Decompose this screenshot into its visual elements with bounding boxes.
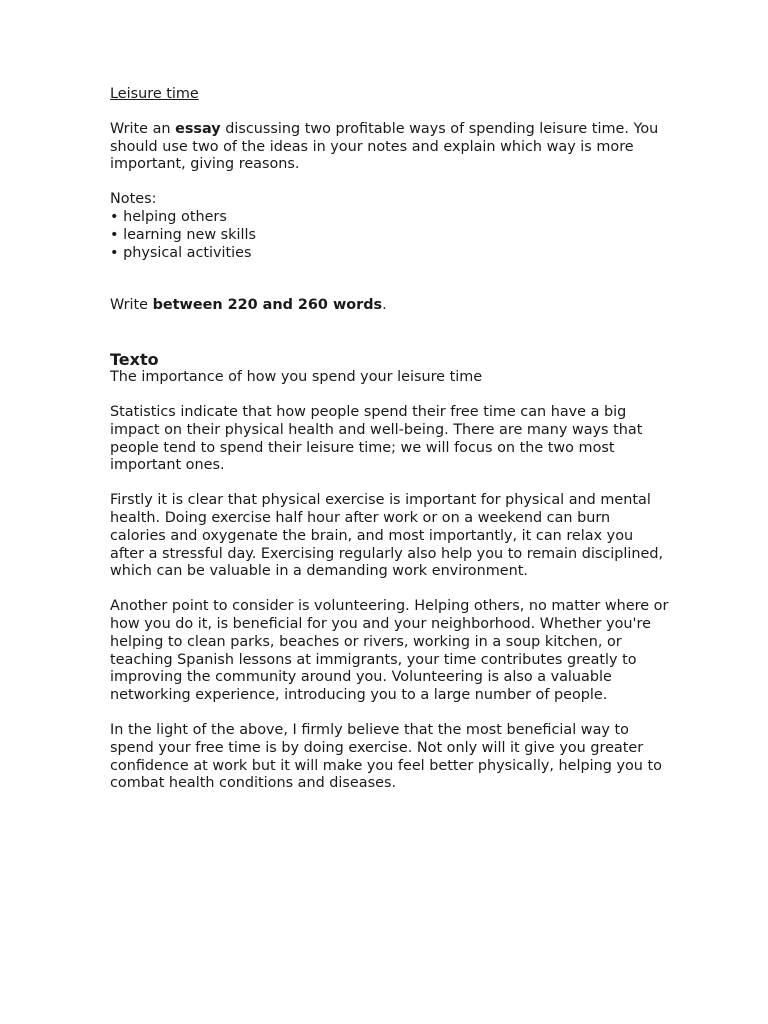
essay-paragraph: Firstly it is clear that physical exercise is important for physical and mental health. Doing exercise half hour after work or on a weekend can burn calories and oxygenate the brain, and most importantly, it can relax you after a stressful day. Exercising regularly also help you to remain disciplined, which can be valuable in a demanding work environment. [110,492,664,580]
list-item: • physical activities [110,245,670,263]
prompt-bold-essay: essay [175,120,221,137]
list-item: • helping others [110,209,670,227]
instruction-end: . [382,297,387,314]
section-title-texto: Texto [110,350,159,370]
instruction-text: Write [110,297,153,314]
word-count-instruction [110,297,670,315]
essay-paragraph: In the light of the above, I firmly believe that the most beneficial way to spend your free time is by doing exercise. Not only will it give you greater confidence at work but it will make you feel better physically, helping you to combat health conditions and diseases. [110,721,662,792]
essay-subtitle: The importance of how you spend your leisure time [110,369,483,386]
prompt-text-rest: discussing two profitable ways of spending leisure time. You should use two of the ideas in your notes and explain which way is more important, giving reasons. [110,120,659,173]
prompt-paragraph [110,121,670,174]
notes-list [110,209,670,262]
prompt-text: Write an [110,120,176,137]
list-item: • learning new skills [110,227,670,245]
notes-label: Notes: [110,191,157,208]
instruction-bold: between 220 and 260 words [152,297,383,314]
document-page [110,86,670,793]
page-title: Leisure time [110,86,199,102]
essay-paragraph: Statistics indicate that how people spend their free time can have a big impact on their physical health and well-being. There are many ways that people tend to spend their leisure time; we will focus on the two most important ones. [110,403,643,474]
essay-paragraph: Another point to consider is volunteering. Helping others, no matter where or how you do it, is beneficial for you and your neighborhood. Whether you're helping to clean parks, beaches or rivers, working in a soup kitchen, or teaching Spanish lessons at immigrants, your time contributes greatly to improving the community around you. Volunteering is also a valuable networking experience, introducing you to a large number of people. [110,598,669,704]
